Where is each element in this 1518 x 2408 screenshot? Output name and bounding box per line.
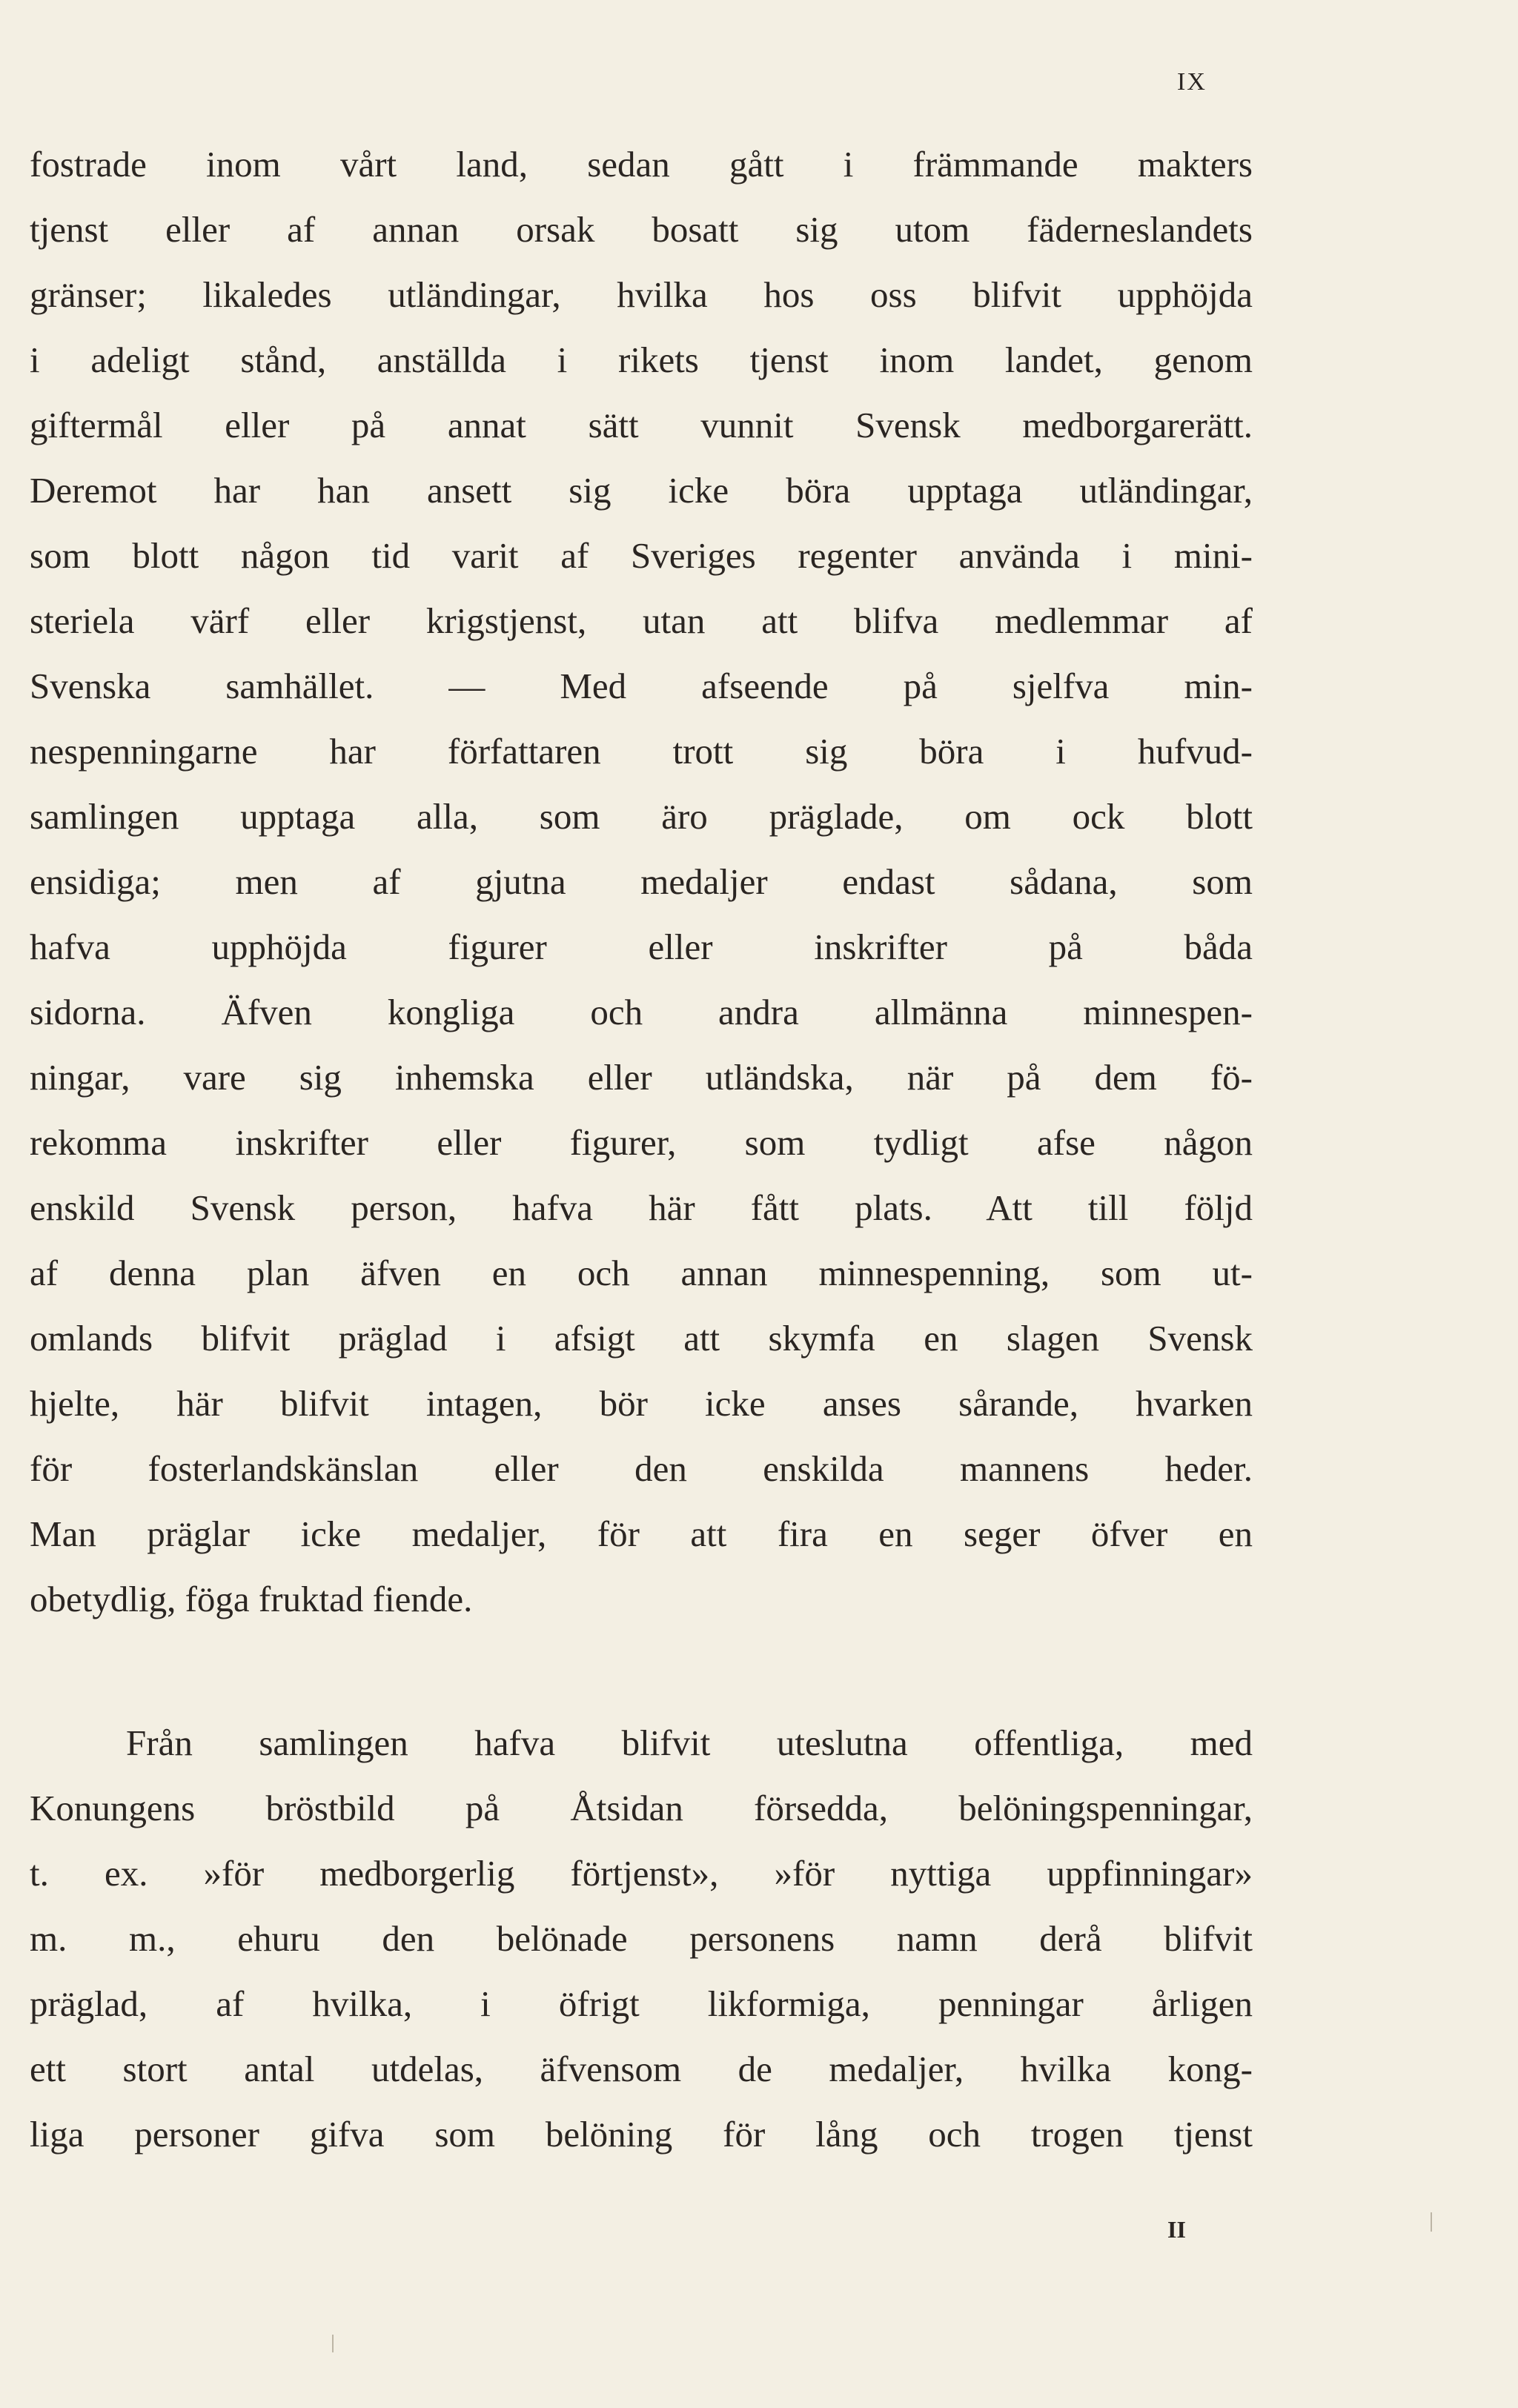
text-line: omlands blifvit präglad i afsigt att skymfa en slagen Svensk	[30, 1318, 1253, 1359]
text-line: liga personer gifva som belöning för lång och trogen tjenst	[30, 2114, 1253, 2155]
text-line: t. ex. »för medborgerlig förtjenst», »för nyttiga uppfinningar»	[30, 1853, 1253, 1894]
text-line: af denna plan äfven en och annan minnespenning, som ut-	[30, 1253, 1253, 1293]
paper-speck	[1431, 2212, 1432, 2232]
text-line: fostrade inom vårt land, sedan gått i främmande makters	[30, 144, 1253, 185]
text-line: tjenst eller af annan orsak bosatt sig utom fäderneslandets	[30, 209, 1253, 250]
text-line: Man präglar icke medaljer, för att fira en seger öfver en	[30, 1513, 1253, 1554]
text-line: m. m., ehuru den belönade personens namn derå blifvit	[30, 1918, 1253, 1959]
text-line: som blott någon tid varit af Sveriges regenter använda i mini-	[30, 535, 1253, 576]
page-number: IX	[1177, 68, 1207, 96]
paper-speck	[332, 2335, 334, 2352]
text-line: Från samlingen hafva blifvit uteslutna offentliga, med	[126, 1722, 1253, 1763]
text-line: sidorna. Äfven kongliga och andra allmänna minnespen-	[30, 992, 1253, 1032]
text-line: Svenska samhället. — Med afseende på sjelfva min-	[30, 666, 1253, 706]
text-line: ett stort antal utdelas, äfvensom de medaljer, hvilka kong-	[30, 2049, 1253, 2089]
text-line: giftermål eller på annat sätt vunnit Svensk medborgarerätt.	[30, 405, 1253, 445]
text-line: samlingen upptaga alla, som äro präglade, om ock blott	[30, 796, 1253, 837]
text-line: enskild Svensk person, hafva här fått plats. Att till följd	[30, 1187, 1253, 1228]
text-line: nespenningarne har författaren trott sig böra i hufvud-	[30, 731, 1253, 772]
signature-mark: II	[1167, 2216, 1186, 2243]
text-line: hafva upphöjda figurer eller inskrifter på båda	[30, 926, 1253, 967]
text-line: ningar, vare sig inhemska eller utländska, när på dem fö-	[30, 1057, 1253, 1098]
text-line: i adeligt stånd, anställda i rikets tjenst inom landet, genom	[30, 339, 1253, 380]
text-line: rekomma inskrifter eller figurer, som tydligt afse någon	[30, 1122, 1253, 1163]
text-line: Konungens bröstbild på Åtsidan försedda, belöningspenningar,	[30, 1788, 1253, 1828]
text-line: ensidiga; men af gjutna medaljer endast sådana, som	[30, 861, 1253, 902]
text-line: hjelte, här blifvit intagen, bör icke anses sårande, hvarken	[30, 1383, 1253, 1424]
text-line: Deremot har han ansett sig icke böra upptaga utländingar,	[30, 470, 1253, 511]
text-line: präglad, af hvilka, i öfrigt likformiga, penningar årligen	[30, 1983, 1253, 2024]
text-line: obetydlig, föga fruktad fiende.	[30, 1579, 473, 1619]
text-line: steriela värf eller krigstjenst, utan att blifva medlemmar af	[30, 600, 1253, 641]
text-line: gränser; likaledes utländingar, hvilka hos oss blifvit upphöjda	[30, 274, 1253, 315]
text-line: för fosterlandskänslan eller den enskilda mannens heder.	[30, 1448, 1253, 1489]
